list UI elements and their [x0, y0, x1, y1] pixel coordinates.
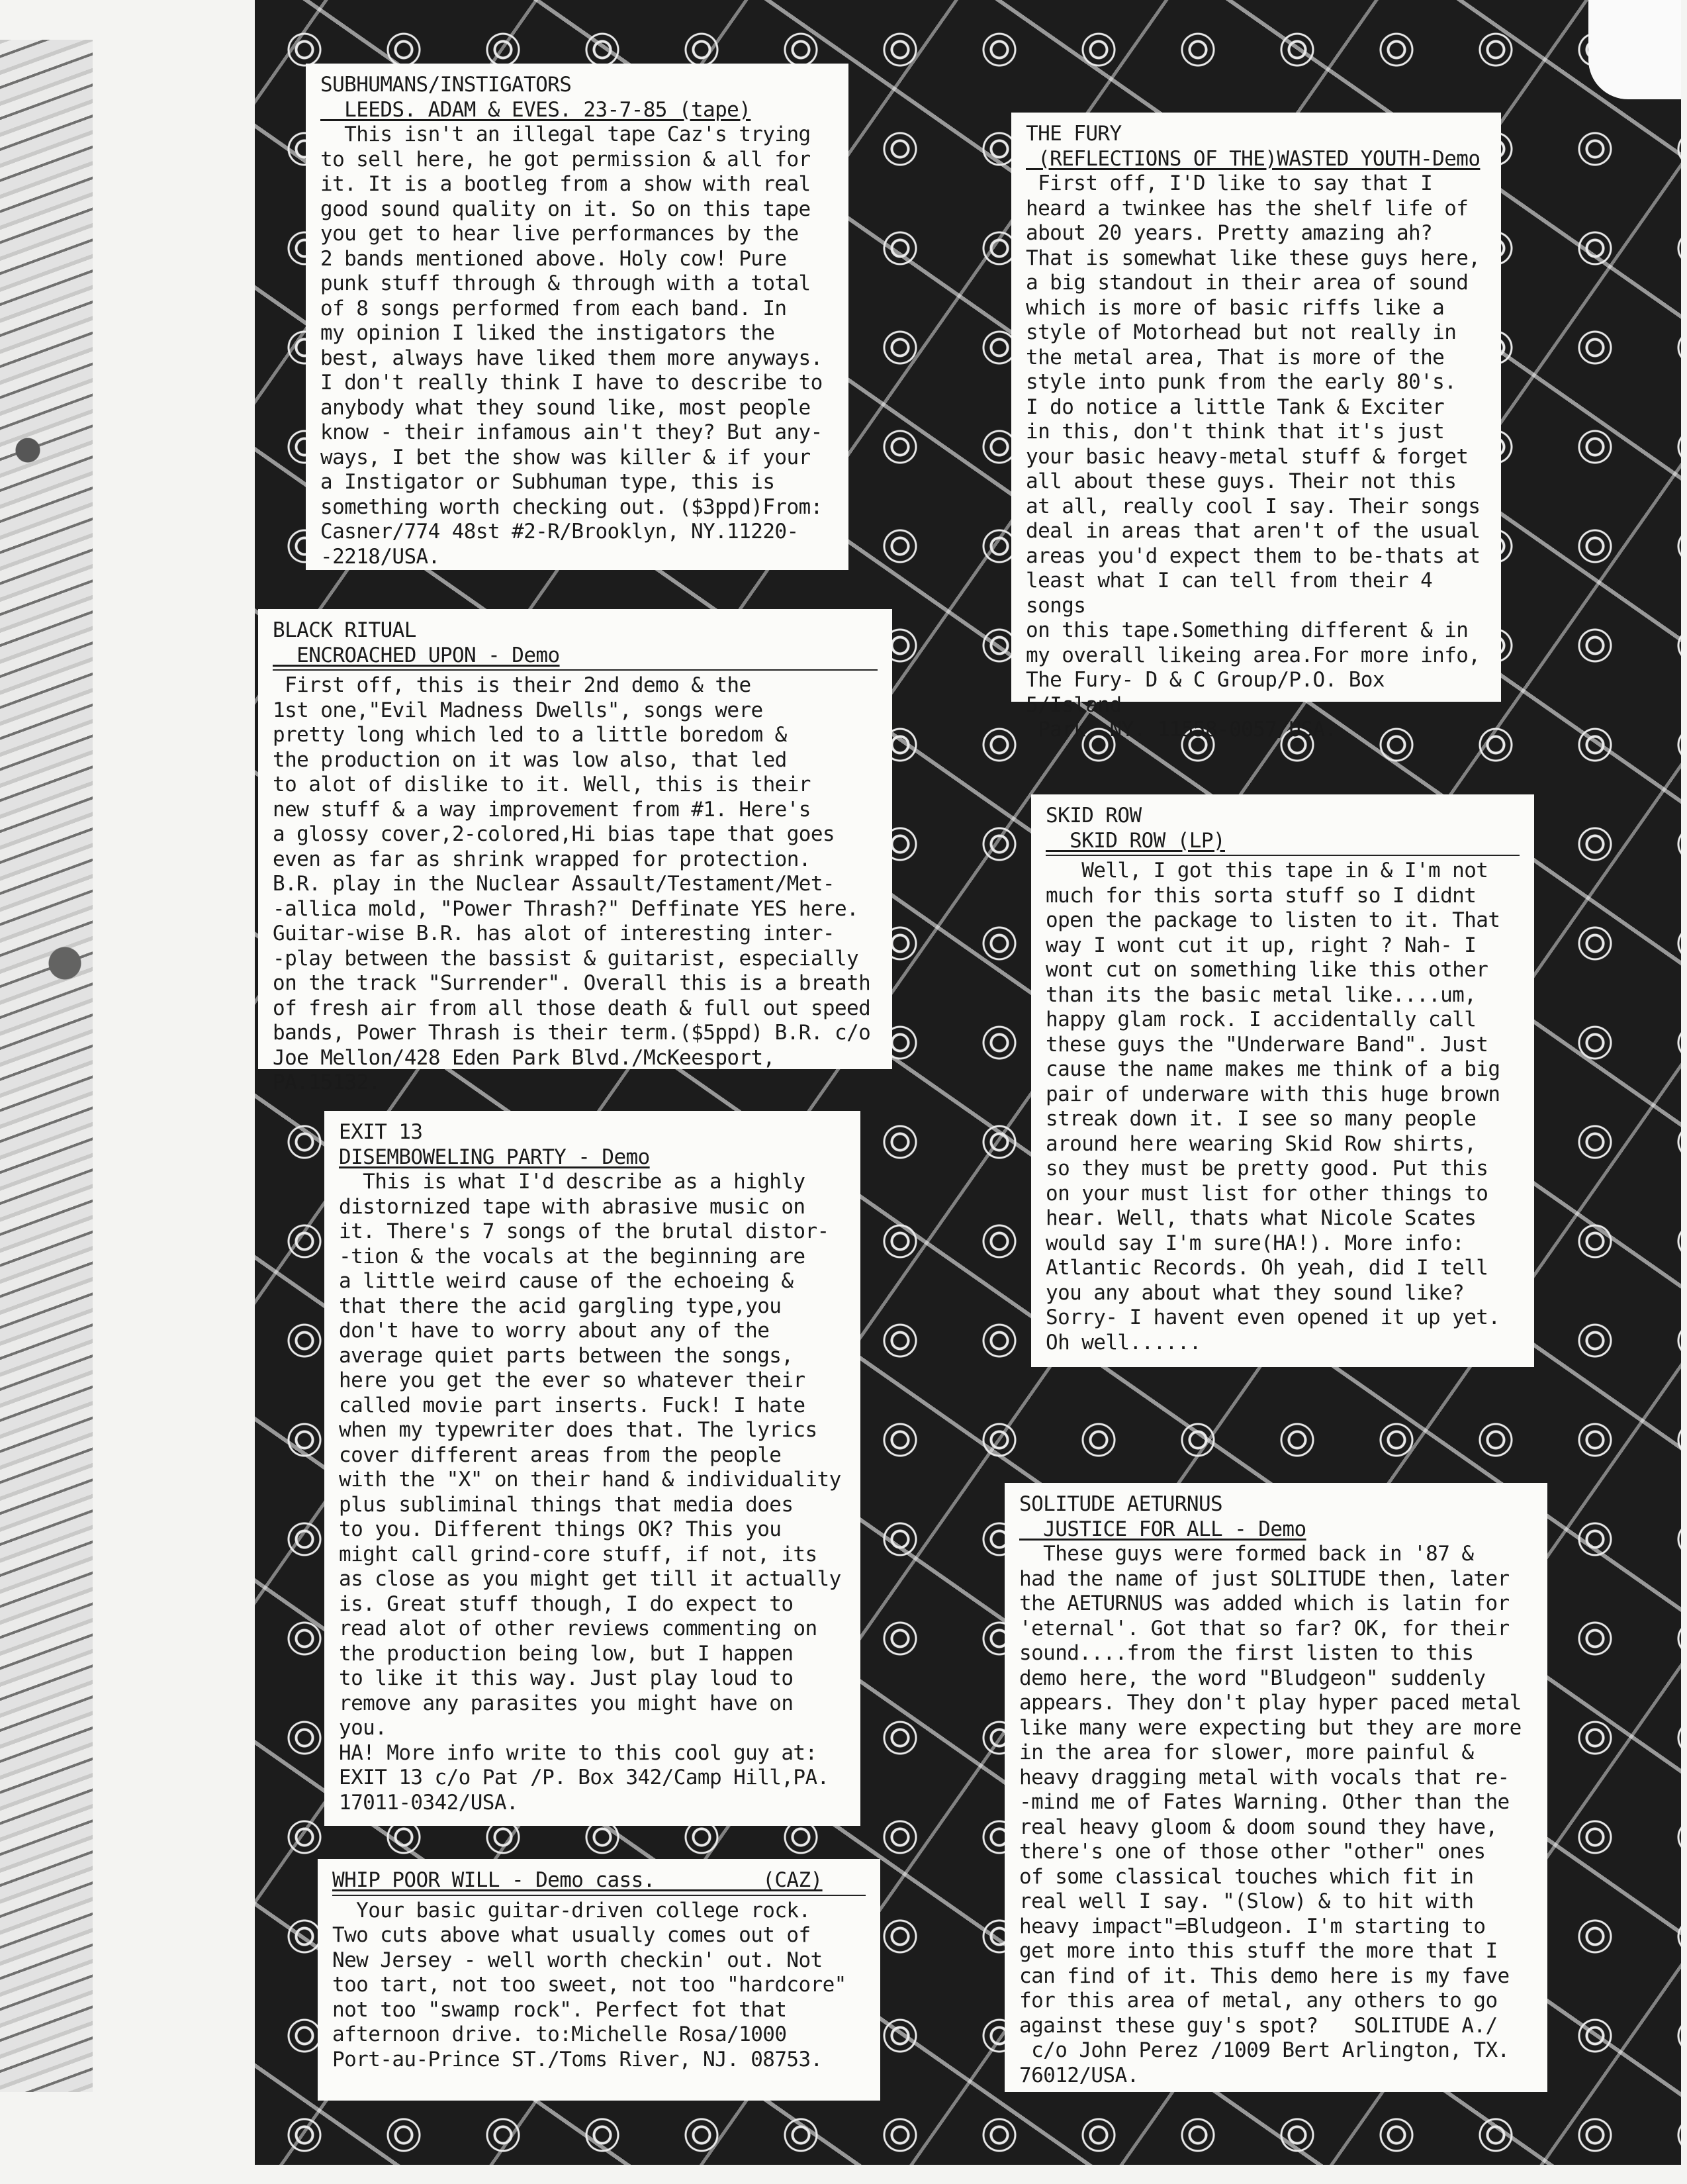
review-title: SKID ROW [1046, 804, 1142, 828]
review-subtitle: JUSTICE FOR ALL - Demo [1019, 1517, 1306, 1541]
review-body: These guys were formed back in '87 & had the name of just SOLITUDE then, later the AETURNUS was added which is latin for 'eternal'. Got that so far? OK, for their sound....from the first listen to this demo here, the word "Bludgeon" suddenly appears. They don't play hyper paced metal like many were expecting but they are more in the area for slower, more painful & heavy dragging metal with vocals that re- -mind me of Fates Warning. Other than the real heavy gloom & doom sound they have, there's one of those other "other" ones of some classical touches which fit in real well I say. "(Slow) & to hit with heavy impact"=Bludgeon. I'm starting to get more into this stuff the more that I can find of it. This demo here is my fave for this area of metal, any others to go against these guy's spot? SOLITUDE A./ c/o John Perez /1009 Bert Arlington, TX. 76012/USA. [1019, 1542, 1522, 2087]
review-exit-13 [324, 1111, 860, 1826]
review-whip-poor-will [318, 1859, 880, 2101]
review-title: THE FURY [1026, 122, 1122, 146]
review-body: This isn't an illegal tape Caz's trying to sell here, he got permission & all for it. It is a bootleg from a show with real good sound quality on it. So on this tape you get to hear live performances by the 2 bands mentioned above. Holy cow! Pure punk stuff through & through with a total of 8 songs performed from each band. In my opinion I liked the instigators the best, always have liked them more anyways. I don't really think I have to describe to anybody what they sound like, most people know - their infamous ain't they? But any- ways, I bet the show was killer & if your a Instigator or Subhuman type, this is something worth checking out. ($3ppd)From: Casner/774 48st #2-R/Brooklyn, NY.11220- -2218/USA. [320, 122, 823, 569]
review-title: WHIP POOR WILL - Demo cass. (CAZ) [332, 1868, 823, 1892]
heading-rule [1046, 855, 1520, 856]
review-subtitle: LEEDS. ADAM & EVES. 23-7-85 (tape) [320, 97, 751, 122]
review-body: First off, I'D like to say that I heard a twinkee has the shelf life of about 20 years. Pretty amazing ah? That is somewhat like these guys here, a big standout in their area of sound which is more of basic riffs like a style of Motorhead but not really in the metal area, That is more of the style into punk from the early 80's. I do notice a little Tank & Exciter in this, don't think that it's just your basic heavy-metal stuff & forget all about these guys. Their not this at all, really cool I say. Their songs deal in areas that aren't of the usual areas you'd expect them to be-thats at least what I can tell from their 4 songs on this tape.Something different & in my overall likeing area.For more info, The Fury- D & C Group/P.O. Box 5/Island Park, NY. 11558-0057/USA. [1026, 171, 1481, 741]
heading-rule [273, 669, 878, 671]
left-collage-strip [0, 40, 93, 2092]
review-body: First off, this is their 2nd demo & the 1st one,"Evil Madness Dwells", songs were pretty long which led to a little boredom & the production on it was low also, that led to alot of dislike to it. Well, this is their new stuff & a way improvement from #1. Here's a glossy cover,2-colored,Hi bias tape that goes even as far as shrink wrapped for protection. B.R. play in the Nuclear Assault/Testament/Met- -allica mold, "Power Thrash?" Deffinate YES here. Guitar-wise B.R. has alot of interesting inter- -play between the bassist & guitarist, especially on the track "Surrender". Overall this is a breath of fresh air from all those death & full out speed bands, Power Thrash is their term.($5ppd) B.R. c/o Joe Mellon/428 Eden Park Blvd./McKeesport, PA.15132. [273, 673, 871, 1094]
review-subtitle: ENCROACHED UPON - Demo [273, 643, 560, 667]
review-body: This is what I'd describe as a highly distornized tape with abrasive music on it. There's 7 songs of the brutal distor- -tion & the vocals at the beginning are a little weird cause of the echoeing & that there the acid gargling type,you don't have to worry about any of the average quiet parts between the songs, here you get the ever so whatever their called movie part inserts. Fuck! I hate when my typewriter does that. The lyrics cover different areas from the people with the "X" on their hand & individuality plus subliminal things that media does to you. Different things OK? This you might call grind-core stuff, if not, its as close as you might get till it actually is. Great stuff though, I do expect to read alot of other reviews commenting on the production being low, but I happen to like it this way. Just play loud to remove any parasites you might have on you. HA! More info write to this cool guy at: EXIT 13 c/o Pat /P. Box 342/Camp Hill,PA. 17011-0342/USA. [339, 1170, 841, 1815]
review-solitude-aeturnus [1005, 1483, 1547, 2092]
review-fury [1011, 113, 1501, 741]
heading-rule [332, 1895, 866, 1896]
review-skid-row [1031, 794, 1534, 1367]
review-subtitle: DISEMBOWELING PARTY - Demo [339, 1145, 650, 1169]
corner-artwork [1588, 0, 1681, 99]
review-black-ritual [258, 609, 892, 1094]
review-subtitle: (REFLECTIONS OF THE)WASTED YOUTH-Demo [1026, 146, 1481, 171]
review-title: SUBHUMANS/INSTIGATORS [320, 73, 572, 97]
review-body: Well, I got this tape in & I'm not much for this sorta stuff so I didnt open the package to listen to it. That way I wont cut it up, right ? Nah- I wont cut on something like this other than its the basic metal like....um, happy glam rock. I accidentally call these guys the "Underware Band". Just cause the name makes me think of a big pair of underware with this huge brown streak down it. I see so many people around here wearing Skid Row shirts, so they must be pretty good. Put this on your must list for other things to hear. Well, thats what Nicole Scates would say I'm sure(HA!). More info: Atlantic Records. Oh yeah, did I tell you any about what they sound like? Sorry- I havent even opened it up yet. Oh well...... [1046, 859, 1500, 1354]
review-subtitle: SKID ROW (LP) [1046, 828, 1225, 853]
review-title: SOLITUDE AETURNUS [1019, 1492, 1223, 1516]
review-title: EXIT 13 [339, 1120, 423, 1144]
review-subhumans [306, 64, 848, 570]
review-body: Your basic guitar-driven college rock. Two cuts above what usually comes out of New Jersey - well worth checkin' out. Not too tart, not too sweet, not too "hardcore" not too "swamp rock". Perfect fot that afternoon drive. to:Michelle Rosa/1000 Port-au-Prince ST./Toms River, NJ. 08753. [332, 1898, 846, 2071]
review-title: BLACK RITUAL [273, 618, 416, 642]
